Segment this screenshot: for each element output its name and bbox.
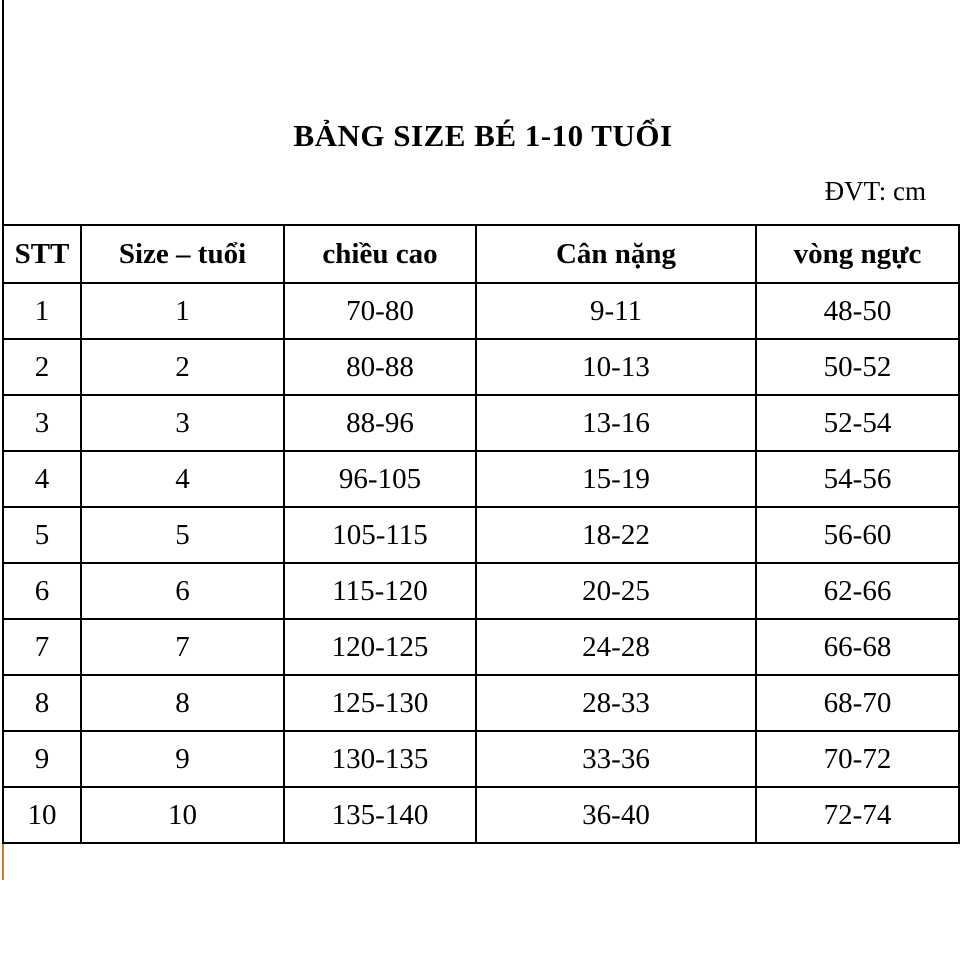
cell-can-nang: 28-33	[476, 675, 756, 731]
cell-stt: 7	[3, 619, 81, 675]
cell-can-nang: 13-16	[476, 395, 756, 451]
cell-chieu-cao: 115-120	[284, 563, 476, 619]
table-row	[3, 507, 959, 563]
cell-vong-nguc: 48-50	[756, 283, 959, 339]
cell-stt: 9	[3, 731, 81, 787]
table-row	[3, 787, 959, 843]
cell-can-nang: 36-40	[476, 787, 756, 843]
cell-size-tuoi: 10	[81, 787, 284, 843]
cell-can-nang: 9-11	[476, 283, 756, 339]
cell-can-nang: 33-36	[476, 731, 756, 787]
column-header-chieu-cao: chiều cao	[284, 225, 476, 283]
table-row	[3, 675, 959, 731]
cell-vong-nguc: 70-72	[756, 731, 959, 787]
cell-chieu-cao: 88-96	[284, 395, 476, 451]
cell-vong-nguc: 66-68	[756, 619, 959, 675]
cell-stt: 8	[3, 675, 81, 731]
cell-stt: 5	[3, 507, 81, 563]
cell-chieu-cao: 120-125	[284, 619, 476, 675]
cell-stt: 4	[3, 451, 81, 507]
cell-vong-nguc: 56-60	[756, 507, 959, 563]
table-row	[3, 451, 959, 507]
cell-chieu-cao: 96-105	[284, 451, 476, 507]
cell-stt: 1	[3, 283, 81, 339]
table-row	[3, 283, 959, 339]
column-header-can-nang: Cân nặng	[476, 225, 756, 283]
cell-vong-nguc: 52-54	[756, 395, 959, 451]
cell-vong-nguc: 62-66	[756, 563, 959, 619]
cell-vong-nguc: 72-74	[756, 787, 959, 843]
cell-chieu-cao: 130-135	[284, 731, 476, 787]
table-row	[3, 339, 959, 395]
cell-size-tuoi: 9	[81, 731, 284, 787]
cell-can-nang: 20-25	[476, 563, 756, 619]
cell-can-nang: 10-13	[476, 339, 756, 395]
table-row	[3, 731, 959, 787]
table-row	[3, 619, 959, 675]
cell-size-tuoi: 1	[81, 283, 284, 339]
size-table	[2, 224, 960, 844]
unit-note: ĐVT: cm	[824, 176, 926, 206]
cell-chieu-cao: 105-115	[284, 507, 476, 563]
cell-can-nang: 15-19	[476, 451, 756, 507]
column-header-stt: STT	[3, 225, 81, 283]
cell-stt: 10	[3, 787, 81, 843]
cell-chieu-cao: 80-88	[284, 339, 476, 395]
cell-stt: 2	[3, 339, 81, 395]
cell-size-tuoi: 4	[81, 451, 284, 507]
cell-chieu-cao: 70-80	[284, 283, 476, 339]
cell-stt: 6	[3, 563, 81, 619]
cell-size-tuoi: 3	[81, 395, 284, 451]
cell-size-tuoi: 5	[81, 507, 284, 563]
page-title: BẢNG SIZE BÉ 1-10 TUỔI	[293, 118, 673, 153]
cell-size-tuoi: 2	[81, 339, 284, 395]
cell-vong-nguc: 50-52	[756, 339, 959, 395]
cell-chieu-cao: 135-140	[284, 787, 476, 843]
cell-size-tuoi: 6	[81, 563, 284, 619]
cell-size-tuoi: 8	[81, 675, 284, 731]
cell-stt: 3	[3, 395, 81, 451]
cell-size-tuoi: 7	[81, 619, 284, 675]
column-header-vong-nguc: vòng ngực	[756, 225, 959, 283]
cell-vong-nguc: 54-56	[756, 451, 959, 507]
cell-can-nang: 24-28	[476, 619, 756, 675]
cell-vong-nguc: 68-70	[756, 675, 959, 731]
cell-can-nang: 18-22	[476, 507, 756, 563]
table-row	[3, 563, 959, 619]
column-header-size-tuoi: Size – tuổi	[81, 225, 284, 283]
table-row	[3, 395, 959, 451]
cell-chieu-cao: 125-130	[284, 675, 476, 731]
table-header-row	[3, 225, 959, 283]
